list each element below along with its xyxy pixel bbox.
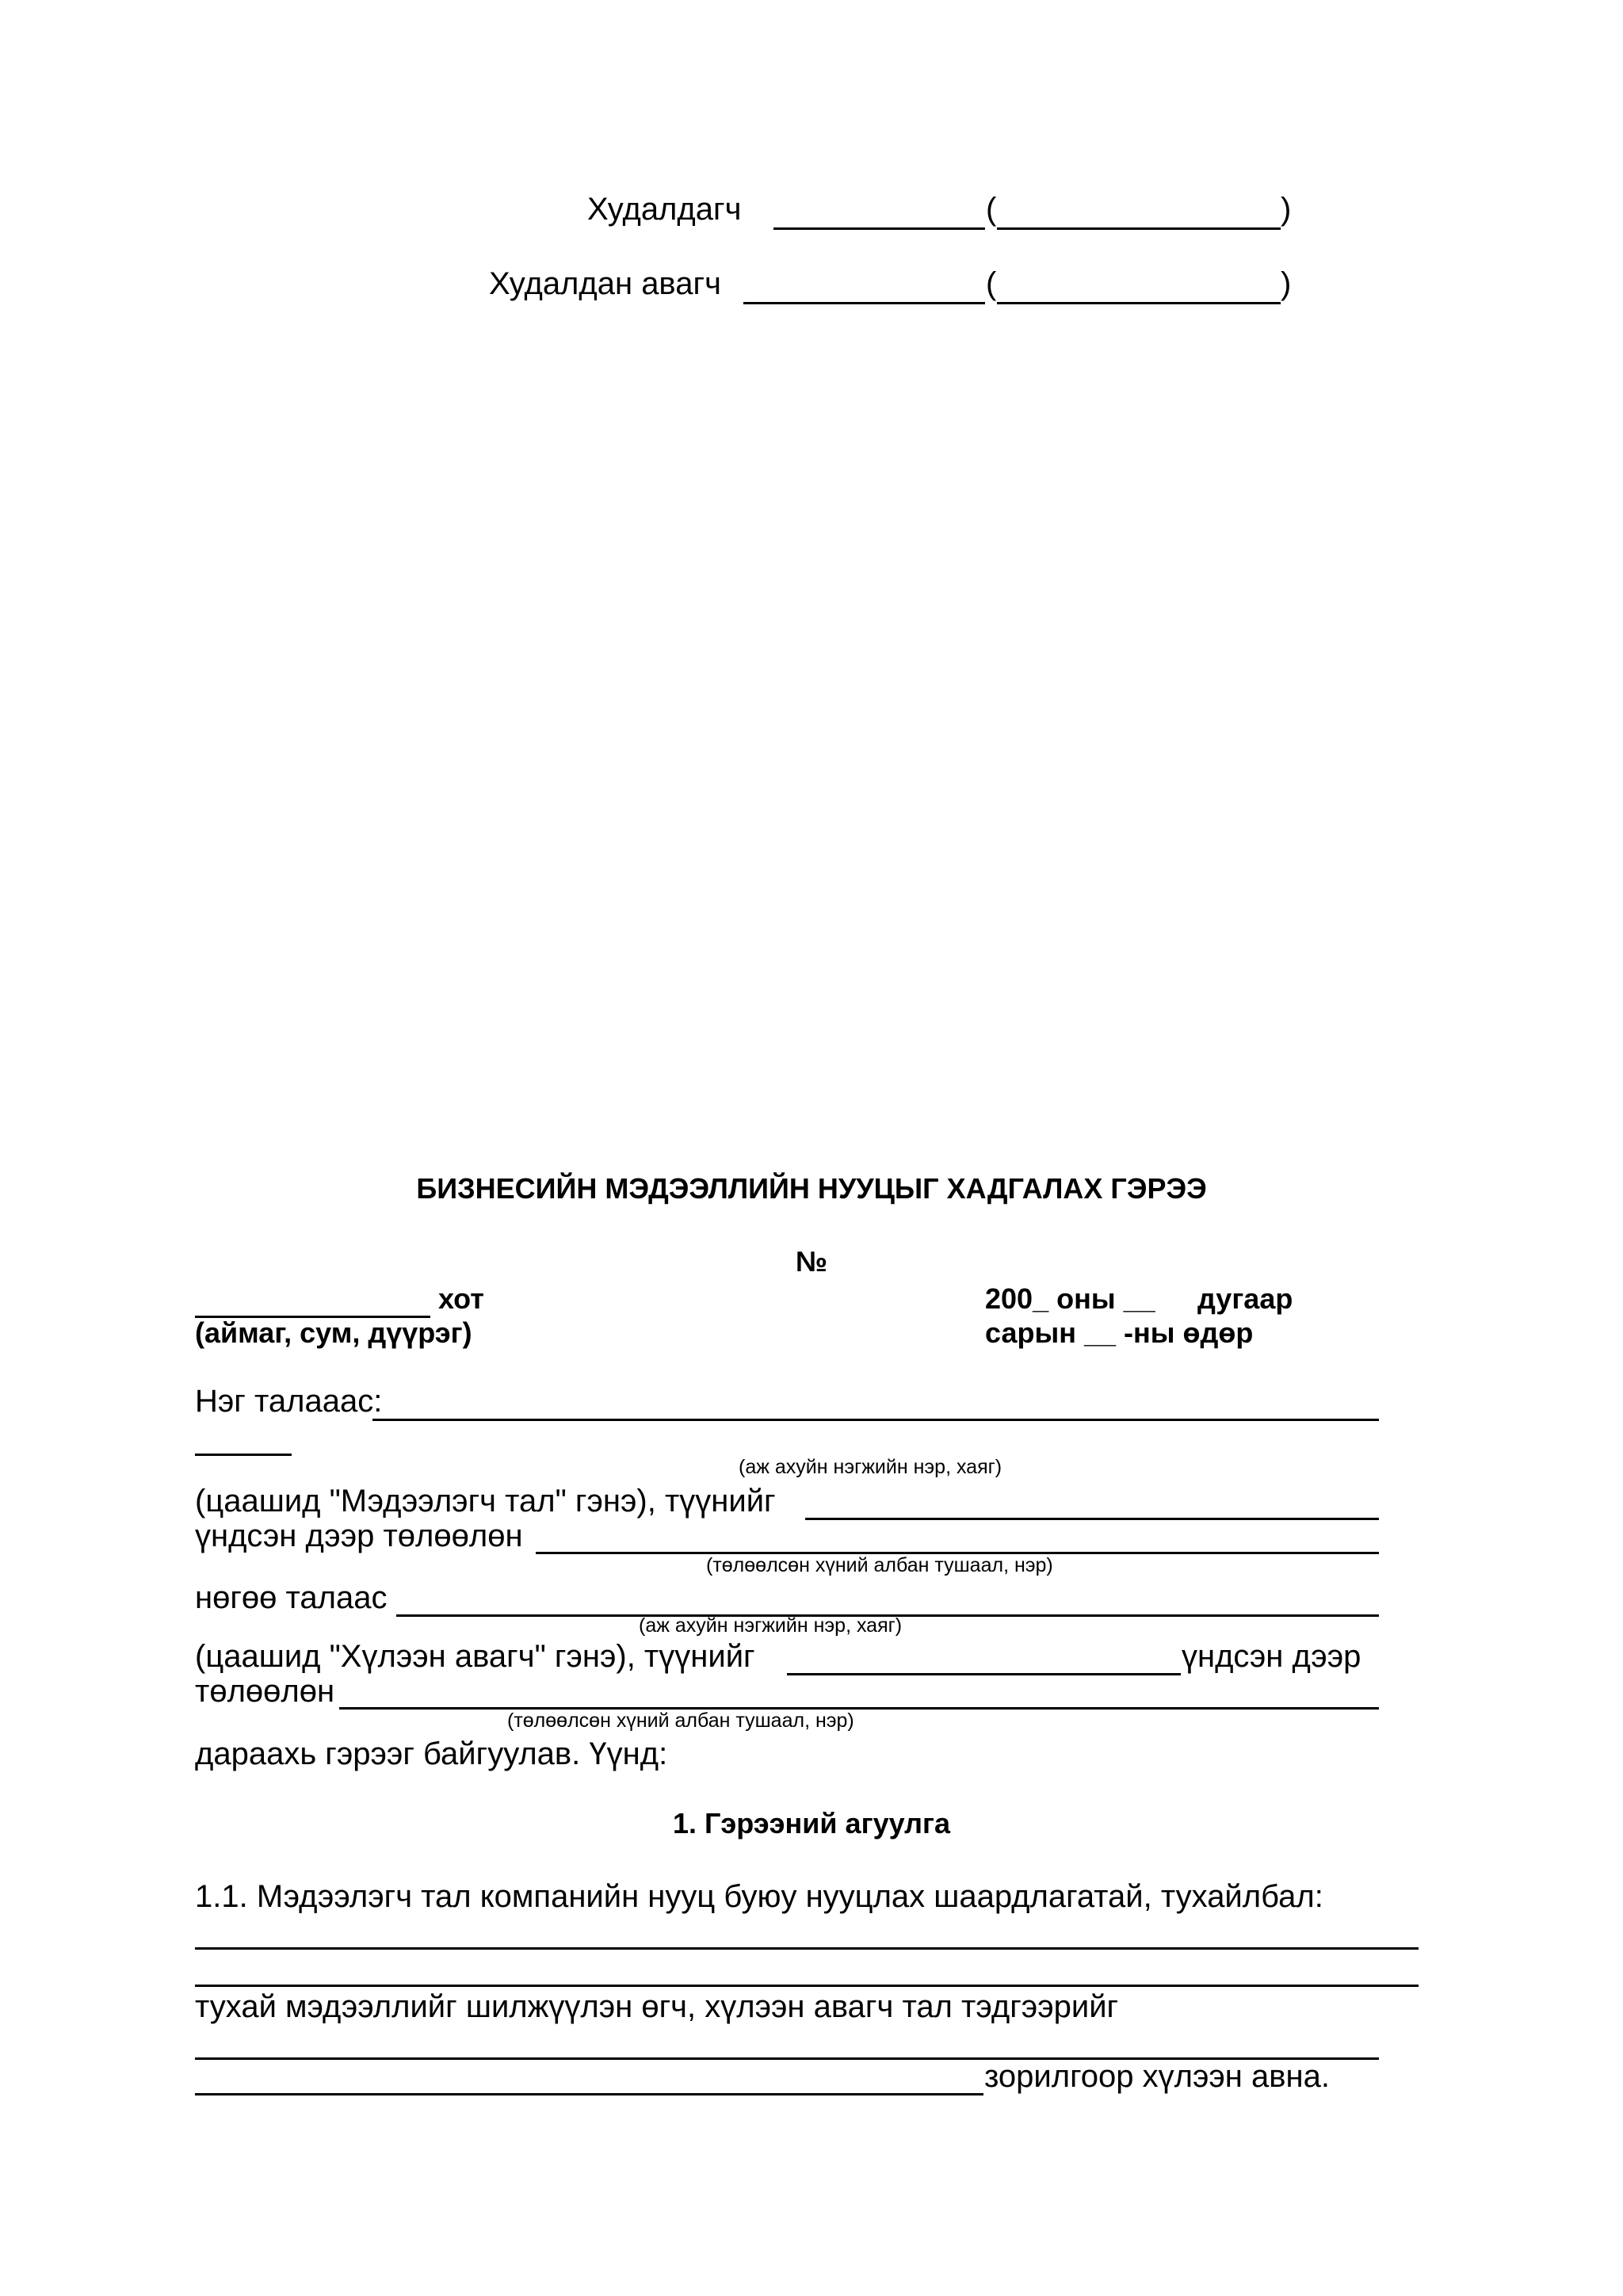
date-month-label: дугаар	[1197, 1282, 1293, 1315]
clause-line-1[interactable]	[195, 1947, 1419, 1950]
purpose-text: зорилгоор хүлээн авна.	[984, 2059, 1330, 2094]
seller-signature-line[interactable]	[773, 227, 985, 230]
date-day: сарын __ -ны өдөр	[985, 1316, 1254, 1349]
receiver-basis: үндсэн дээр	[1182, 1639, 1361, 1674]
receiver-basis-line[interactable]	[787, 1673, 1181, 1675]
region-hint: (аймаг, сум, дүүрэг)	[195, 1316, 472, 1349]
conclusion-text: дараахь гэрээг байгуулав. Үүнд:	[195, 1736, 668, 1771]
hint-org: (аж ахуйн нэгжийн нэр, хаяг)	[739, 1456, 1002, 1478]
one-side-line[interactable]	[372, 1419, 1379, 1421]
represented-label: төлөөлөн	[195, 1674, 335, 1709]
date-year-month: 200_ оны __	[985, 1282, 1155, 1315]
seller-label: Худалдагч	[587, 192, 742, 227]
receiver-text: (цаашид "Хүлээн авагч" гэнэ), түүнийг	[195, 1639, 755, 1674]
buyer-name-line[interactable]	[997, 302, 1281, 304]
other-side-label: нөгөө талаас	[195, 1580, 388, 1615]
basis-text: үндсэн дээр төлөөлөн	[195, 1519, 523, 1553]
contract-number-sign: №	[795, 1245, 828, 1278]
buyer-open-paren: (	[986, 266, 997, 301]
one-side-line-wrap[interactable]	[195, 1454, 292, 1456]
seller-open-paren: (	[986, 192, 997, 227]
clause-line-2[interactable]	[195, 1985, 1419, 1987]
receiver-rep-line[interactable]	[339, 1707, 1379, 1710]
seller-close-paren: )	[1281, 192, 1292, 227]
one-side-label: Нэг талааас:	[195, 1384, 383, 1419]
seller-name-line[interactable]	[997, 227, 1281, 230]
hint-rep-2: (төлөөлсөн хүний албан тушаал, нэр)	[507, 1710, 854, 1732]
contract-title: БИЗНЕСИЙН МЭДЭЭЛЛИЙН НУУЦЫГ ХАДГАЛАХ ГЭРЭЭ	[416, 1172, 1207, 1205]
informer-basis-line[interactable]	[805, 1518, 1379, 1520]
buyer-signature-line[interactable]	[743, 302, 985, 304]
section-1-heading: 1. Гэрээний агуулга	[672, 1807, 951, 1839]
clause-1-1: 1.1. Мэдээлэгч тал компанийн нууц буюу нууцлах шаардлагатай, тухайлбал:	[195, 1879, 1323, 1914]
city-label: хот	[438, 1282, 484, 1315]
buyer-label: Худалдан авагч	[489, 266, 721, 301]
hint-rep: (төлөөлсөн хүний албан тушаал, нэр)	[706, 1554, 1053, 1576]
clause-line-4[interactable]	[195, 2093, 983, 2095]
informer-text: (цаашид "Мэдээлэгч тал" гэнэ), түүнийг	[195, 1484, 776, 1519]
transfer-text: тухай мэдээллийг шилжүүлэн өгч, хүлээн авагч тал тэдгээрийг	[195, 1989, 1119, 2024]
hint-org-2: (аж ахуйн нэгжийн нэр, хаяг)	[639, 1614, 903, 1637]
buyer-close-paren: )	[1281, 266, 1292, 301]
